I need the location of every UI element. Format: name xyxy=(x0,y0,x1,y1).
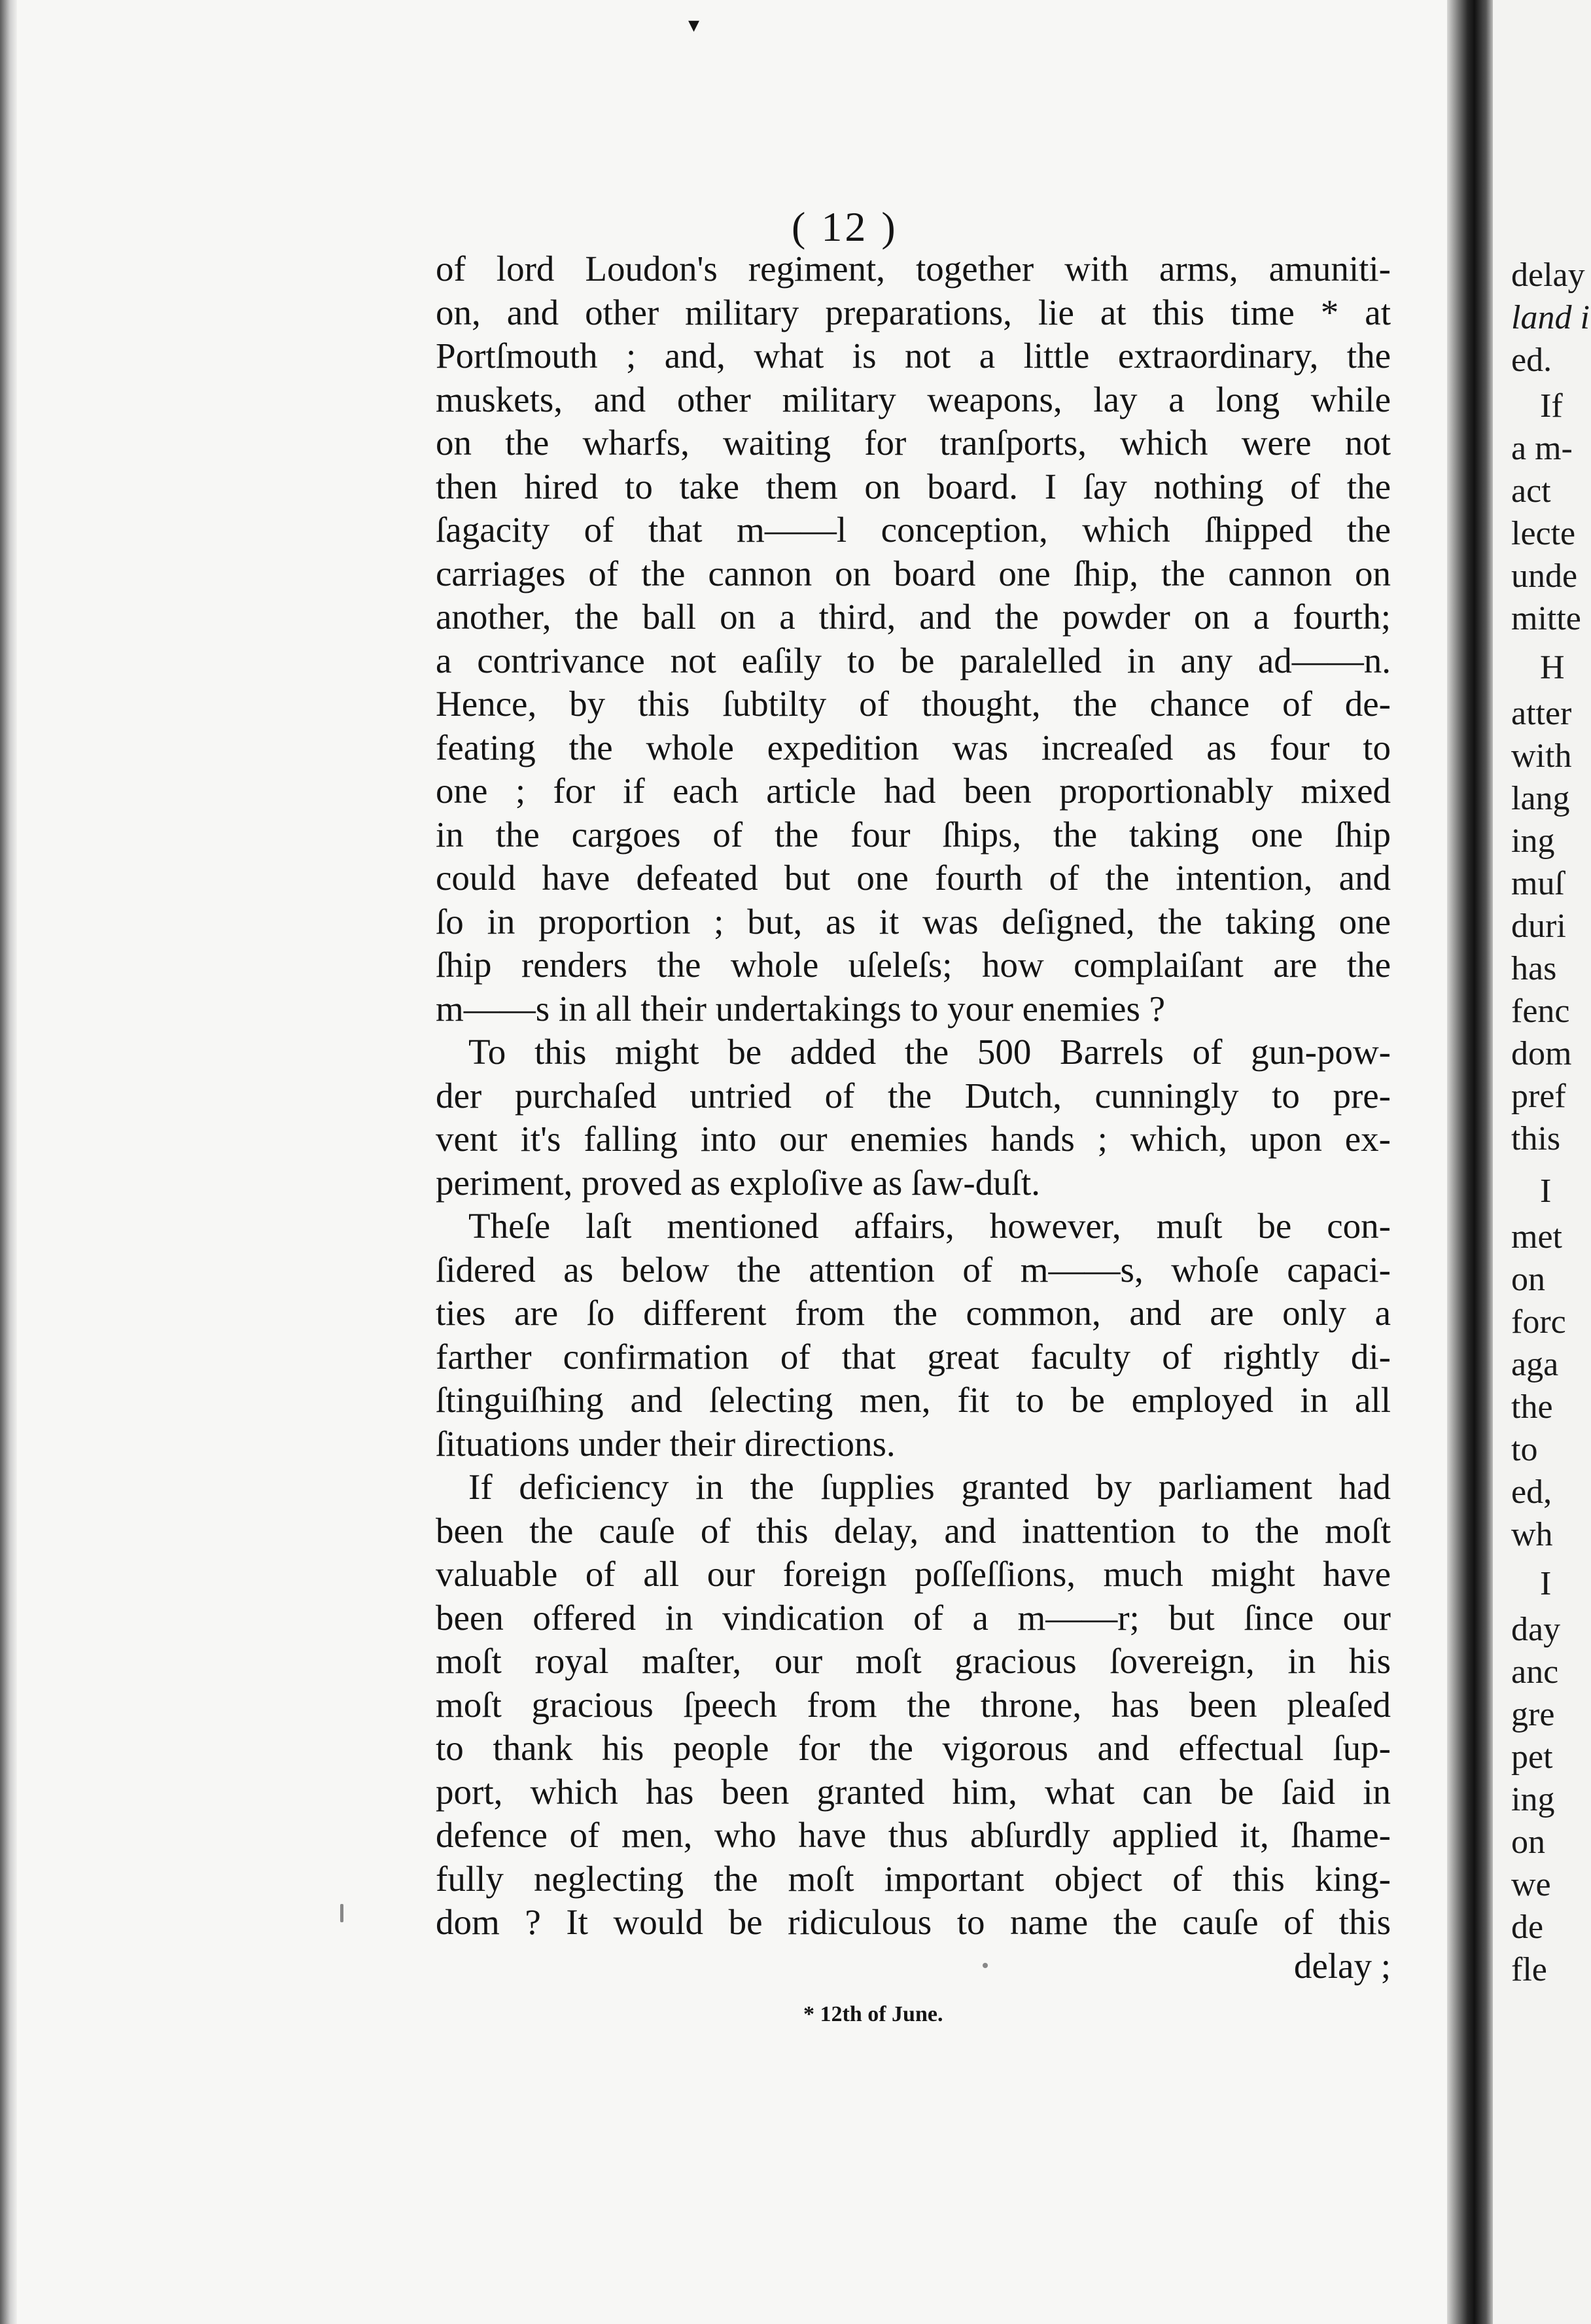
footnote: * 12th of June. xyxy=(803,2002,943,2026)
paper-speck xyxy=(340,1904,343,1922)
text-line: ſituations under their directions. xyxy=(436,1423,896,1464)
paper-speck xyxy=(983,1963,988,1968)
facing-text-fragment: H xyxy=(1540,649,1565,686)
text-line: vent it's falling into our enemies hands ; which, upon ex- xyxy=(436,1119,1391,1159)
text-line: defence of men, who have thus abſurdly applied it, ſhame- xyxy=(436,1815,1391,1855)
text-line: muskets, and other military weapons, lay a long while xyxy=(436,379,1391,419)
text-line: der purchaſed untried of the Dutch, cunningly to pre- xyxy=(436,1075,1391,1116)
text-line: fully neglecting the moſt important object of this king- xyxy=(436,1858,1391,1899)
facing-text-fragment: has xyxy=(1511,950,1557,987)
facing-text-fragment: to xyxy=(1511,1431,1538,1468)
text-line: If deficiency in the ſupplies granted by parliament had xyxy=(468,1467,1391,1507)
facing-text-fragment: forc xyxy=(1511,1303,1566,1341)
page-number: ( 12 ) xyxy=(792,203,898,250)
text-line: Hence, by this ſubtilty of thought, the chance of de- xyxy=(436,684,1391,724)
facing-text-fragment: on xyxy=(1511,1823,1545,1861)
facing-text-fragment: anc xyxy=(1511,1653,1559,1691)
facing-text-fragment: gre xyxy=(1511,1696,1555,1733)
page-edge-shadow xyxy=(0,0,17,2324)
text-line: Theſe laſt mentioned affairs, however, muſt be con- xyxy=(468,1206,1391,1246)
text-line: been offered in vindication of a m——r; but ſince our xyxy=(436,1597,1391,1638)
text-line: then hired to take them on board. I ſay nothing of the xyxy=(436,466,1391,506)
text-line: Portſmouth ; and, what is not a little extraordinary, the xyxy=(436,336,1391,376)
facing-text-fragment: lang xyxy=(1511,780,1570,817)
book-gutter xyxy=(1447,0,1493,2324)
facing-text-fragment: on xyxy=(1511,1261,1545,1298)
body-text xyxy=(436,247,1391,1988)
facing-text-fragment: mitte xyxy=(1511,600,1581,637)
facing-text-fragment: I xyxy=(1540,1565,1552,1602)
text-line: carriages of the cannon on board one ſhip, the cannon on xyxy=(436,553,1391,593)
text-line: ſidered as below the attention of m——s, whoſe capaci- xyxy=(436,1249,1391,1290)
text-line: moſt royal maſter, our moſt gracious ſovereign, in his xyxy=(436,1641,1391,1681)
facing-text-fragment: unde xyxy=(1511,557,1578,595)
facing-page xyxy=(1493,0,1591,2324)
text-line: farther confirmation of that great faculty of rightly di- xyxy=(436,1336,1391,1377)
facing-text-fragment: atter xyxy=(1511,695,1572,732)
text-line: on, and other military preparations, lie at this time * at xyxy=(436,292,1391,332)
facing-text-fragment: ed. xyxy=(1511,342,1552,379)
text-line: ſagacity of that m——l conception, which ſhipped the xyxy=(436,510,1391,550)
catchword: delay ; xyxy=(1293,1945,1391,1986)
text-line: port, which has been granted him, what can be ſaid in xyxy=(436,1771,1391,1812)
facing-text-fragment: If xyxy=(1540,387,1563,425)
facing-text-fragment: aga xyxy=(1511,1346,1559,1383)
facing-text-fragment: this xyxy=(1511,1120,1561,1157)
text-line: a contrivance not eaſily to be paralelled in any ad——n. xyxy=(436,640,1391,680)
text-line: moſt gracious ſpeech from the throne, has been pleaſed xyxy=(436,1684,1391,1725)
facing-text-fragment: muſ xyxy=(1511,865,1564,902)
text-line: another, the ball on a third, and the powder on a fourth; xyxy=(436,597,1391,637)
text-line: periment, proved as exploſive as ſaw-duſt. xyxy=(436,1162,1041,1203)
text-line: m——s in all their undertakings to your enemies ? xyxy=(436,988,1166,1029)
facing-text-fragment: duri xyxy=(1511,907,1566,945)
facing-text-fragment: I xyxy=(1540,1172,1552,1210)
facing-text-fragment: ing xyxy=(1511,1781,1555,1818)
facing-text-fragment: pref xyxy=(1511,1078,1566,1115)
text-line: ſo in proportion ; but, as it was deſigned, the taking one xyxy=(436,901,1391,942)
facing-text-fragment: we xyxy=(1511,1866,1551,1903)
facing-text-fragment: fle xyxy=(1511,1951,1547,1988)
text-line: could have defeated but one fourth of the intention, and xyxy=(436,858,1391,898)
facing-text-fragment: lecte xyxy=(1511,515,1576,552)
facing-text-fragment: day xyxy=(1511,1611,1561,1648)
text-line: dom ? It would be ridiculous to name the cauſe of this xyxy=(436,1902,1391,1942)
text-line: ties are ſo different from the common, and are only a xyxy=(436,1293,1391,1333)
facing-text-fragment: de xyxy=(1511,1909,1544,1946)
facing-text-fragment: fenc xyxy=(1511,993,1570,1030)
text-line: on the wharfs, waiting for tranſports, which were not xyxy=(436,423,1391,463)
facing-text-fragment: with xyxy=(1511,737,1572,775)
facing-text-fragment: land i xyxy=(1511,299,1590,336)
text-line: of lord Loudon's regiment, together with arms, amuniti- xyxy=(436,249,1391,289)
facing-text-fragment: ed, xyxy=(1511,1473,1552,1511)
facing-text-fragment: act xyxy=(1511,472,1551,510)
text-line: ſtinguiſhing and ſelecting men, fit to be employed in all xyxy=(436,1380,1391,1420)
facing-text-fragment: met xyxy=(1511,1218,1562,1256)
facing-text-fragment: ing xyxy=(1511,822,1555,860)
text-line: to thank his people for the vigorous and effectual ſup- xyxy=(436,1728,1391,1768)
facing-text-fragment: dom xyxy=(1511,1035,1572,1072)
text-line: one ; for if each article had been proportionably mixed xyxy=(436,771,1391,811)
facing-text-fragment: delay xyxy=(1511,256,1585,294)
text-line: valuable of all our foreign poſſeſſions, much might have xyxy=(436,1554,1391,1594)
text-line: To this might be added the 500 Barrels of gun-pow- xyxy=(468,1032,1391,1072)
facing-text-fragment: pet xyxy=(1511,1738,1553,1776)
facing-text-fragment: wh xyxy=(1511,1516,1553,1553)
text-line: been the cauſe of this delay, and inattention to the moſt xyxy=(436,1510,1391,1551)
facing-text-fragment: a m- xyxy=(1511,430,1573,467)
text-line: feating the whole expedition was increaſed as four to xyxy=(436,727,1391,767)
facing-text-fragment: the xyxy=(1511,1388,1553,1426)
text-line: ſhip renders the whole uſeleſs; how complaiſant are the xyxy=(436,945,1391,985)
header-mark: ▾ xyxy=(688,13,700,37)
text-line: in the cargoes of the four ſhips, the taking one ſhip xyxy=(436,814,1391,854)
